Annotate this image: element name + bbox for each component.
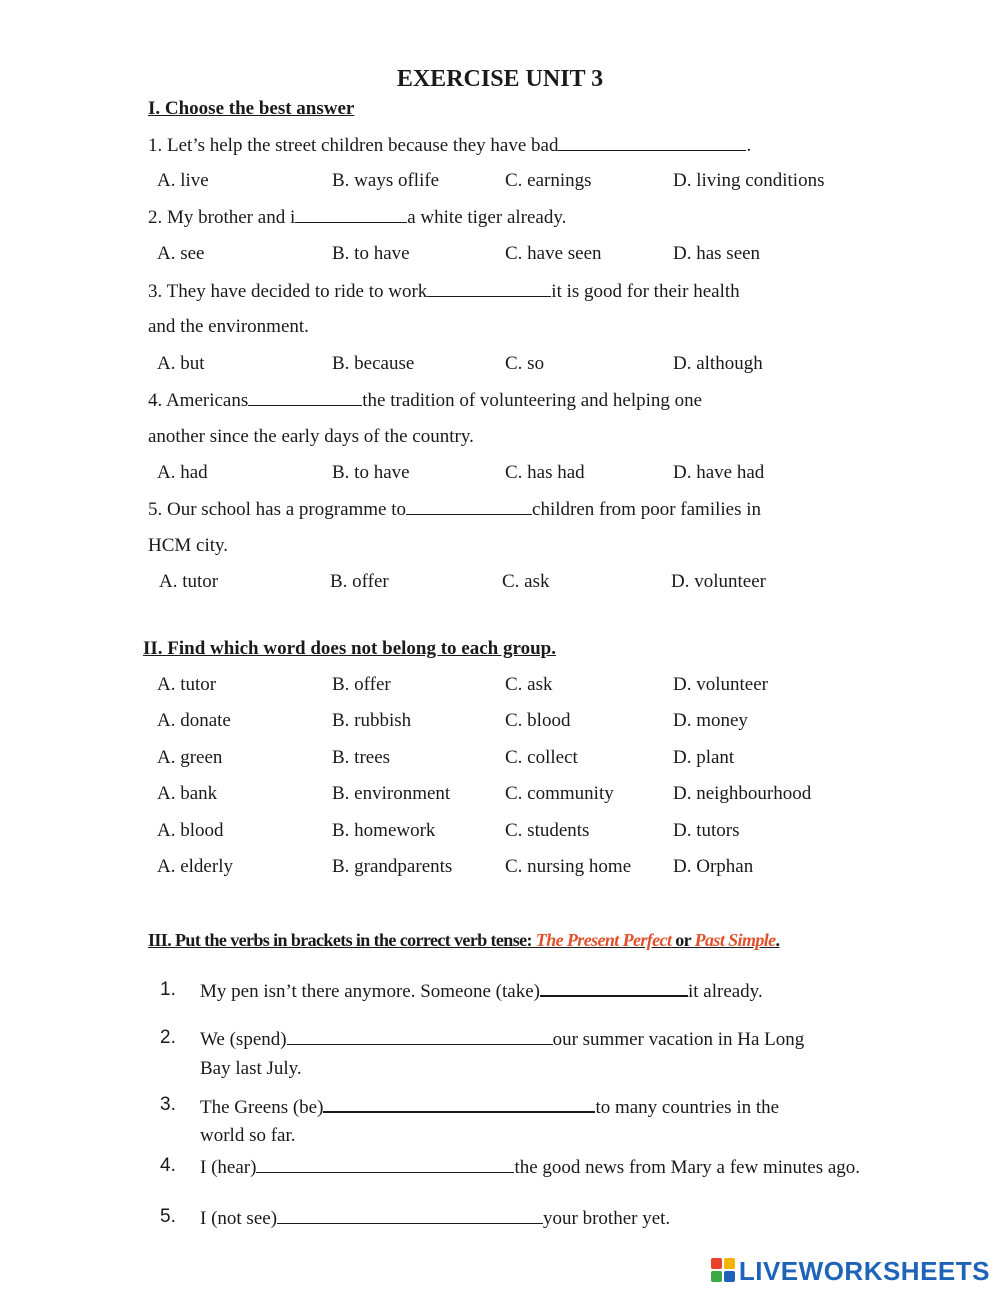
q4-option-d: D. have had [673, 462, 765, 483]
question-1-end: . [746, 135, 752, 156]
group-4-option-d: D. neighbourhood [673, 783, 812, 804]
item-4-number: 4. [160, 1155, 176, 1176]
page-title: EXERCISE UNIT 3 [396, 66, 604, 92]
answer-blank-2[interactable] [295, 206, 407, 223]
section-3-heading-or: or [671, 930, 695, 950]
question-1 [148, 134, 751, 157]
group-6-option-c: C. nursing home [505, 856, 632, 877]
group-2-option-d: D. money [673, 710, 748, 731]
verb-item-5 [200, 1207, 670, 1230]
verb-item-4-end: the good news from Mary a few minutes ago. [514, 1157, 861, 1178]
group-1-option-d: D. volunteer [673, 674, 768, 695]
q4-option-b: B. to have [332, 462, 410, 483]
q3-option-a: A. but [157, 353, 205, 374]
q4-option-c: C. has had [505, 462, 585, 483]
q2-option-d: D. has seen [673, 243, 761, 264]
q3-option-b: B. because [332, 353, 415, 374]
question-4-text: 4. Americans [148, 390, 249, 411]
q4-option-a: A. had [157, 462, 208, 483]
question-5-text: 5. Our school has a programme to [148, 499, 407, 520]
q5-option-a: A. tutor [159, 571, 219, 592]
group-5-option-b: B. homework [332, 820, 436, 841]
verb-item-3-end: to many countries in the [595, 1097, 780, 1118]
section-3-heading [148, 930, 779, 951]
group-5-option-d: D. tutors [673, 820, 740, 841]
verb-item-3 [200, 1095, 779, 1119]
verb-item-1-end: it already. [687, 981, 763, 1002]
question-5-end: children from poor families in [532, 499, 762, 520]
q5-option-b: B. offer [330, 571, 389, 592]
section-2-heading: II. Find which word does not belong to each group. [143, 638, 556, 659]
verb-blank-1[interactable] [540, 979, 688, 997]
answer-blank-3[interactable] [427, 280, 551, 297]
group-2-option-b: B. rubbish [332, 710, 412, 731]
group-2-option-c: C. blood [505, 710, 571, 731]
item-5-number: 5. [160, 1206, 176, 1227]
question-4 [148, 389, 702, 412]
verb-item-2-text: We (spend) [200, 1029, 287, 1050]
liveworksheets-logo-icon [711, 1258, 735, 1289]
verb-item-2-line-2: Bay last July. [200, 1058, 302, 1079]
answer-blank-1[interactable] [558, 134, 746, 151]
group-1-option-a: A. tutor [157, 674, 217, 695]
group-6-option-b: B. grandparents [332, 856, 453, 877]
q1-option-d: D. living conditions [673, 170, 825, 191]
question-3 [148, 280, 740, 303]
group-3-option-b: B. trees [332, 747, 391, 768]
answer-blank-4[interactable] [248, 389, 362, 406]
verb-blank-2[interactable] [287, 1028, 553, 1045]
question-3-line-2: and the environment. [148, 316, 309, 337]
question-4-end: the tradition of volunteering and helping one [362, 390, 703, 411]
q5-option-d: D. volunteer [671, 571, 766, 592]
liveworksheets-logo[interactable] [711, 1256, 990, 1289]
item-3-number: 3. [160, 1094, 176, 1115]
group-6-option-a: A. elderly [157, 856, 233, 877]
q1-option-a: A. live [157, 170, 209, 191]
verb-blank-3[interactable] [323, 1095, 595, 1113]
q3-option-c: C. so [505, 353, 545, 374]
question-2 [148, 206, 566, 229]
verb-item-1 [200, 979, 763, 1003]
q5-option-c: C. ask [502, 571, 550, 592]
question-1-text: 1. Let’s help the street children because they have bad [148, 135, 559, 156]
answer-blank-5[interactable] [406, 498, 532, 515]
group-3-option-d: D. plant [673, 747, 735, 768]
q1-option-c: C. earnings [505, 170, 592, 191]
q2-option-a: A. see [157, 243, 205, 264]
group-5-option-c: C. students [505, 820, 590, 841]
q1-option-b: B. ways oflife [332, 170, 440, 191]
question-5 [148, 498, 761, 521]
verb-item-4-text: I (hear) [200, 1157, 257, 1178]
group-4-option-c: C. community [505, 783, 614, 804]
q2-option-b: B. to have [332, 243, 410, 264]
q2-option-c: C. have seen [505, 243, 602, 264]
verb-item-1-text: My pen isn’t there anymore. Someone (take) [200, 981, 540, 1002]
question-3-end: it is good for their health [551, 281, 740, 302]
verb-item-4 [200, 1156, 860, 1179]
group-3-option-c: C. collect [505, 747, 578, 768]
q3-option-d: D. although [673, 353, 763, 374]
verb-item-2-end: our summer vacation in Ha Long [552, 1029, 805, 1050]
group-4-option-b: B. environment [332, 783, 451, 804]
group-1-option-b: B. offer [332, 674, 391, 695]
group-6-option-d: D. Orphan [673, 856, 754, 877]
question-5-line-2: HCM city. [148, 535, 229, 556]
item-1-number: 1. [160, 979, 176, 1000]
group-3-option-a: A. green [157, 747, 223, 768]
item-2-number: 2. [160, 1027, 176, 1048]
question-2-text: 2. My brother and i [148, 207, 296, 228]
verb-item-2 [200, 1028, 804, 1051]
verb-item-3-text: The Greens (be) [200, 1097, 324, 1118]
group-4-option-a: A. bank [157, 783, 218, 804]
tense-past-simple: Past Simple [694, 930, 776, 950]
verb-item-3-line-2: world so far. [200, 1125, 296, 1146]
question-3-text: 3. They have decided to ride to work [148, 281, 428, 302]
verb-blank-4[interactable] [256, 1156, 514, 1173]
verb-blank-5[interactable] [277, 1207, 543, 1224]
group-2-option-a: A. donate [157, 710, 231, 731]
question-2-end: a white tiger already. [407, 207, 567, 228]
verb-item-5-end: your brother yet. [543, 1208, 671, 1229]
tense-present-perfect: The Present Perfect [535, 930, 672, 950]
section-3-heading-end: . [775, 930, 780, 950]
question-4-line-2: another since the early days of the country. [148, 426, 474, 447]
group-1-option-c: C. ask [505, 674, 553, 695]
liveworksheets-logo-text: LIVEWORKSHEETS [738, 1256, 990, 1286]
verb-item-5-text: I (not see) [200, 1208, 278, 1229]
section-1-heading: I. Choose the best answer [148, 98, 355, 119]
group-5-option-a: A. blood [157, 820, 224, 841]
section-3-heading-text: III. Put the verbs in brackets in the correct verb tense: [148, 930, 536, 950]
